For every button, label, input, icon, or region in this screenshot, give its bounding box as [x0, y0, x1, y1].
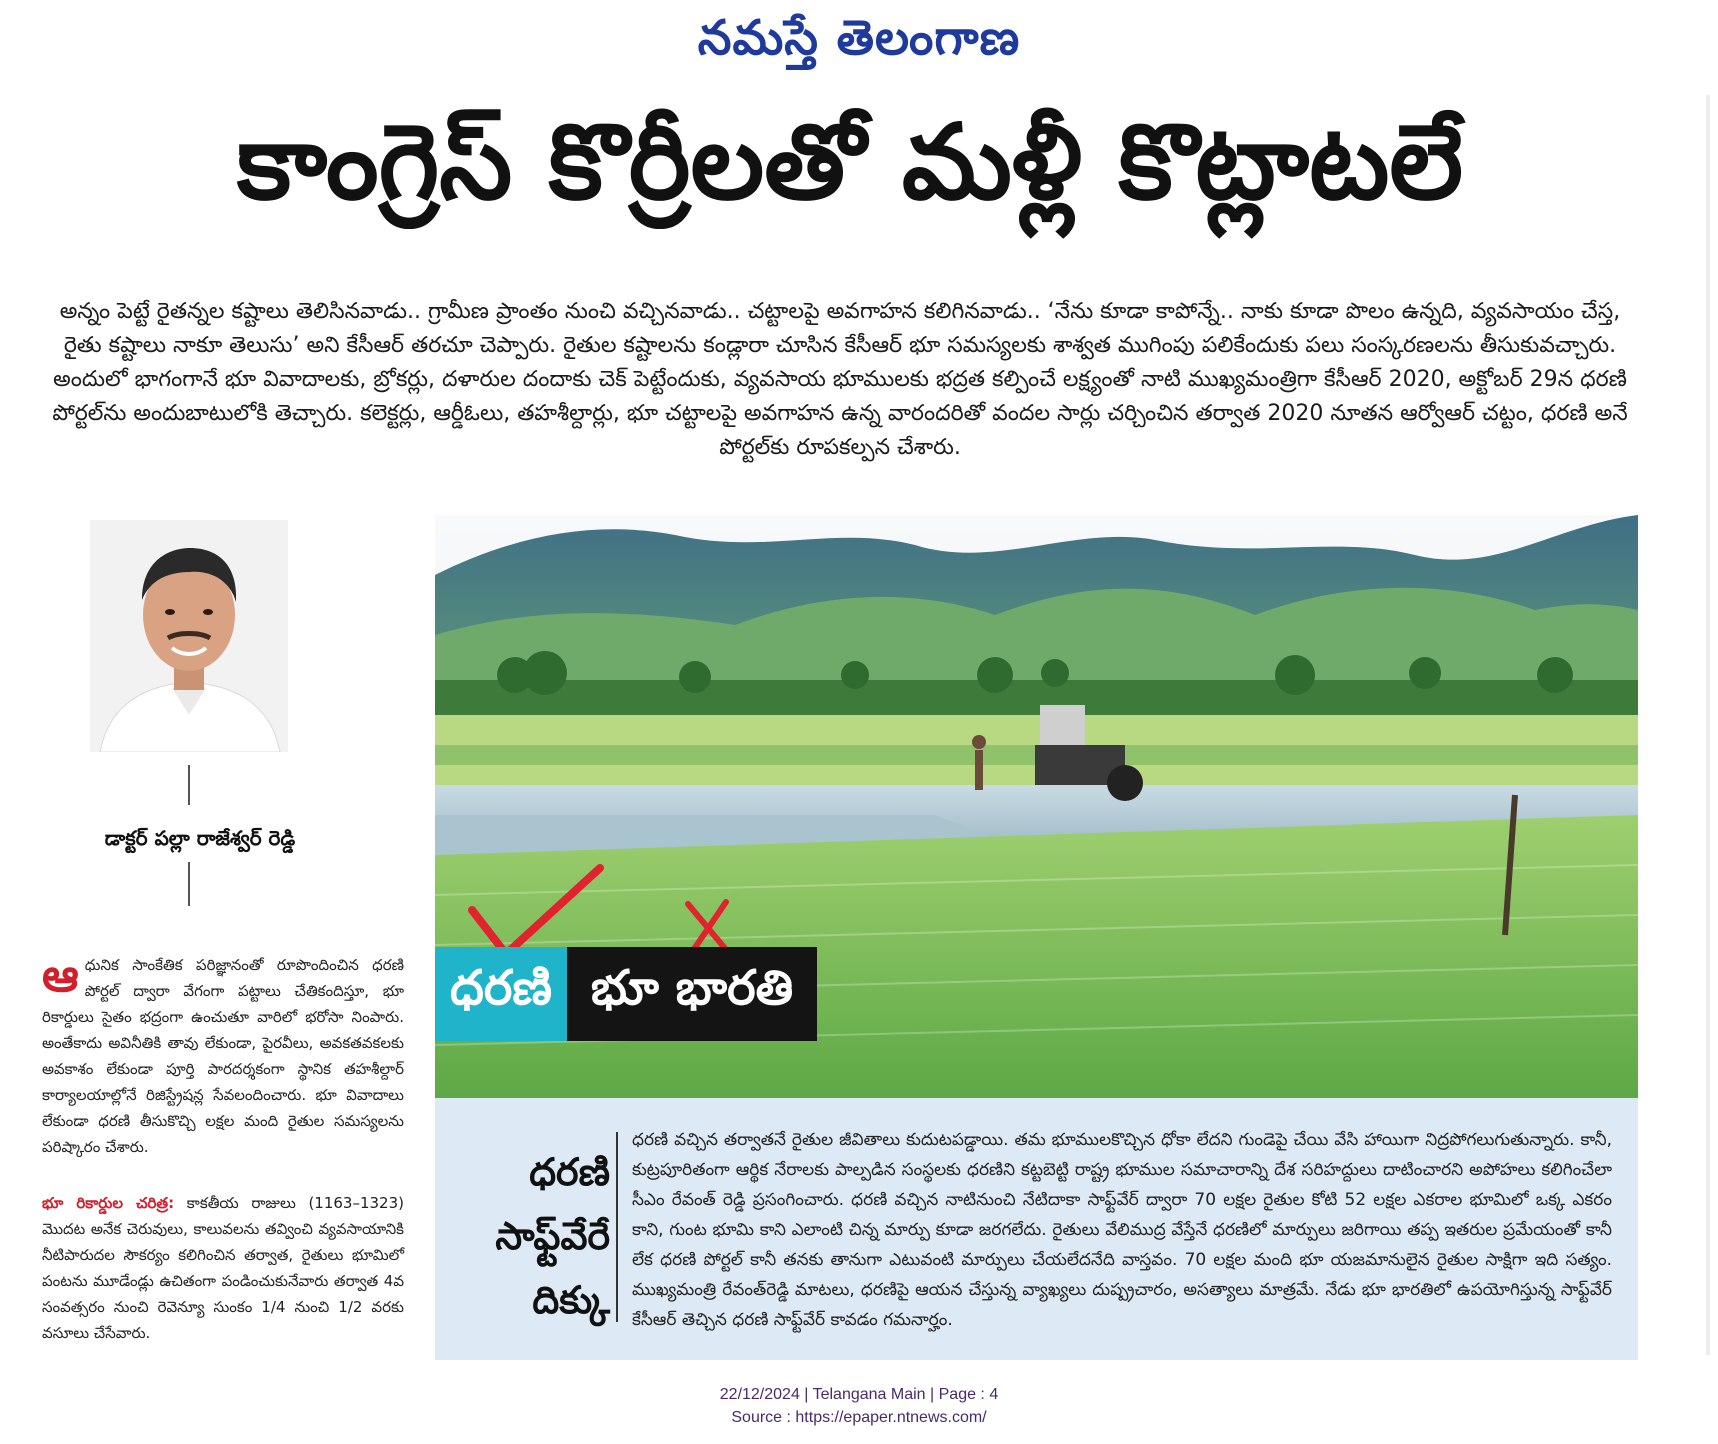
- infobox-title: [438, 1140, 610, 1332]
- headline: కాంగ్రెస్ కొర్రీలతో మళ్లీ కొట్లాటలే: [236, 101, 1464, 223]
- right-edge-rule: [1706, 95, 1710, 1355]
- history-section: [42, 1190, 404, 1346]
- infobox-title-line: ధరణి: [529, 1150, 610, 1194]
- masthead: నమస్తే తెలంగాణ: [697, 10, 1021, 66]
- infobox-title-line: సాఫ్ట్‌వేరే: [495, 1214, 610, 1258]
- left-column-text: ధునిక సాంకేతిక పరిజ్ఞానంతో రూపొందించిన ధరణి పోర్టల్ ద్వారా వేగంగా పట్టాలు చేతికందిస్తూ, భూ రికార్డులు సైతం భద్రంగా ఉంచుతూ వారిలో భరోసా నింపారు. అంతేకాదు అవినీతికి తావు లేకుండా, పైరవీలు, అవకతవకలకు అవకాశం లేకుండా పూర్తి పారదర్శకంగా స్థానిక తహశీల్దార్ కార్యాలయాల్లోనే రిజిస్ట్రేషన్ల సేవలందించారు. భూ వివాదాలు లేకుండా ధరణి తీసుకొచ్చి లక్షల మంది రైతుల సమస్యలను పరిష్కారం చేశారు.: [42, 956, 404, 1156]
- left-column-article: [42, 948, 404, 1160]
- history-text: కాకతీయ రాజులు (1163–1323) మొదట అనేక చెరువులు, కాలువలను తవ్వించి వ్యవసాయానికి నీటిపారుదల సౌకర్యం కలిగించిన తర్వాత, రైతులు భూమిలో పంటను మూడేండ్లు ఉచితంగా పండించుకునేవారు తర్వాత 4వ సంవత్సరం నుంచి రెవెన్యూ సుంకం 1/4 నుంచి 1/2 వరకు వసూలు చేసేవారు.: [42, 1194, 404, 1342]
- tag-bhu-bharathi: భూ భారతి: [567, 947, 817, 1041]
- portrait-illustration: [90, 520, 288, 752]
- infobox-title-line: దిక్కు: [532, 1278, 610, 1322]
- author-byline: డాక్టర్ పల్లా రాజేశ్వర్ రెడ్డి: [104, 826, 296, 850]
- author-portrait: [90, 520, 288, 752]
- infobox-divider: [616, 1132, 618, 1322]
- dropcap: ఆ: [42, 948, 79, 1002]
- footer-source: Source : https://epaper.ntnews.com/: [731, 1409, 987, 1426]
- infobox-text: ధరణి వచ్చిన తర్వాతనే రైతుల జీవితాలు కుదుటపడ్డాయి. తమ భూములకొచ్చిన ధోకా లేదని గుండెపై చేయి వేసి హాయిగా నిద్రపోగలుగుతున్నారు. కానీ, కుట్రపూరితంగా ఆర్థిక నేరాలకు పాల్పడిన సంస్థలకు ధరణిని కట్టబెట్టి రాష్ట్ర భూముల సమాచారాన్ని దేశ సరిహద్దులు దాటించారని అపోహలు కలిగించేలా సీఎం రేవంత్ రెడ్డి ప్రసంగించారు. ధరణి వచ్చిన నాటినుంచి నేటిదాకా సాఫ్ట్‌వేర్ ద్వారా 70 లక్షల రైతుల కోటి 52 లక్షల ఎకరాల భూమిలో ఒక్క ఎకరం కాని, గుంట భూమి కాని ఎలాంటి చిన్న మార్పు కూడా జరగలేదు. రైతులు వేలిముద్ర వేస్తేనే ధరణిలో మార్పులు జరిగాయి తప్ప ఇతరుల ప్రమేయంతో కానీ లేక ధరణి పోర్టల్ కానీ తనకు తానుగా ఎటువంటి మార్పులు చేయలేదనేది వాస్తవం. 70 లక్షల మంది భూ యజమానులైన రైతుల సాక్షిగా ఇది సత్యం. ముఖ్యమంత్రి రేవంత్‌రెడ్డి మాటలు, ధరణిపై ఆయన చేస్తున్న వ్యాఖ్యలు దుష్ప్రచారం, అసత్యాలు మాత్రమే. నేడు భూ భారతిలో ఉపయోగిస్తున్న సాఫ్ట్‌వేర్ కేసీఆర్ తెచ్చిన ధరణి సాఫ్ట్‌వేర్ కావడం గమనార్హం.: [632, 1130, 1612, 1330]
- byline-rule-bottom: [188, 862, 190, 906]
- footer: [0, 1383, 1718, 1429]
- intro-paragraph: అన్నం పెట్టే రైతన్నల కష్టాలు తెలిసినవాడు.. గ్రామీణ ప్రాంతం నుంచి వచ్చినవాడు.. చట్టాలపై అవగాహన కలిగినవాడు.. ‘నేను కూడా కాపోన్నే.. నాకు కూడా పొలం ఉన్నది, వ్యవసాయం చేస్త, రైతు కష్టాలు నాకూ తెలుసు’ అని కేసీఆర్ తరచూ చెప్పారు. రైతుల కష్టాలను కండ్లారా చూసిన కేసీఆర్ భూ సమస్యలకు శాశ్వత ముగింపు పలికేందుకు పలు సంస్కరణలను తీసుకువచ్చారు. అందులో భాగంగానే భూ వివాదాలకు, బ్రోకర్లు, దళారుల దందాకు చెక్ పెట్టేందుకు, వ్యవసాయ భూములకు భద్రత కల్పించే లక్ష్యంతో నాటి ముఖ్యమంత్రిగా కేసీఆర్ 2020, అక్టోబర్ 29న ధరణి పోర్టల్‌ను అందుబాటులోకి తెచ్చారు. కలెక్టర్లు, ఆర్డీఓలు, తహశీల్దార్లు, భూ చట్టాలపై అవగాహన ఉన్న వారందరితో వందల సార్లు చర్చించిన తర్వాత 2020 నూతన ఆర్వోఆర్ చట్టం, ధరణి అనే పోర్టల్‌కు రూపకల్పన చేశారు.: [52, 299, 1628, 460]
- byline-rule-top: [188, 765, 190, 805]
- history-lead: భూ రికార్డుల చరిత్ర:: [42, 1194, 175, 1212]
- tag-dharani: ధరణి: [435, 947, 567, 1041]
- footer-date-edition: 22/12/2024 | Telangana Main | Page : 4: [719, 1386, 999, 1403]
